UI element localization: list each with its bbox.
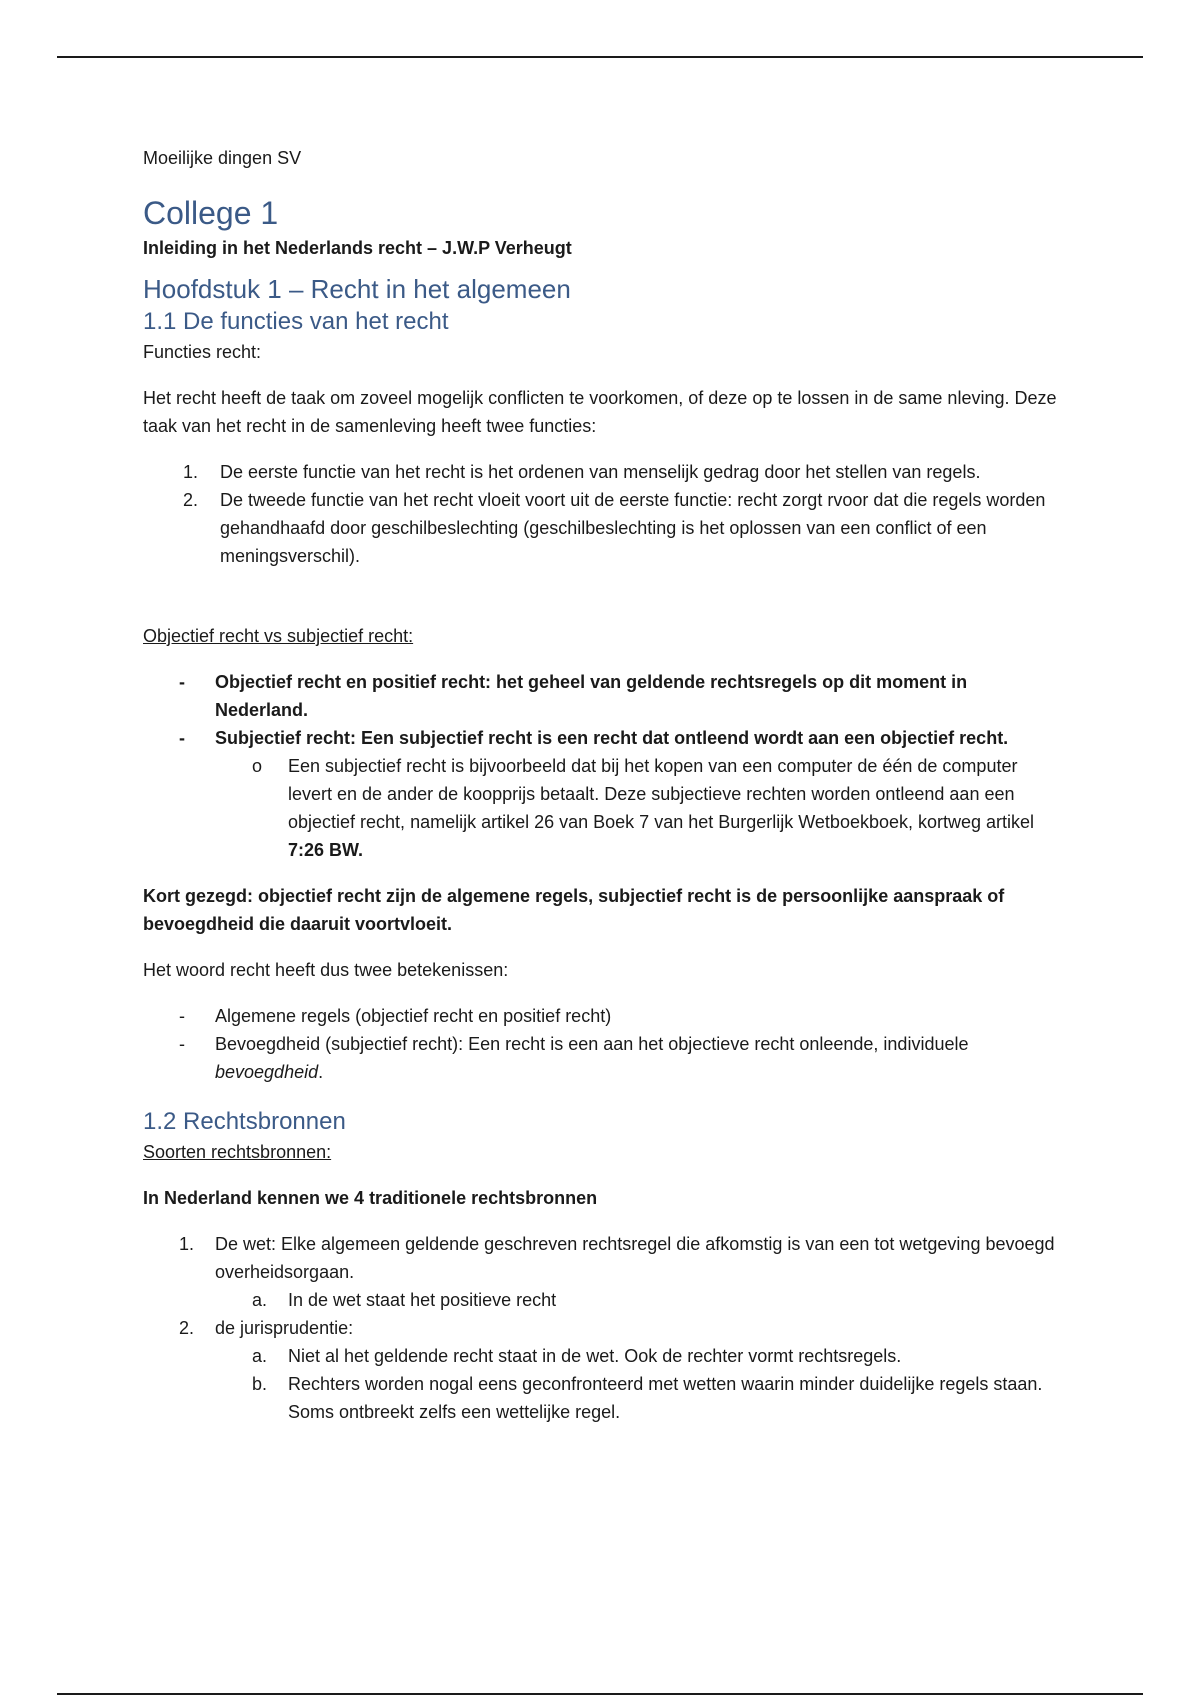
- list-item: - Algemene regels (objectief recht en positief recht): [179, 1006, 612, 1026]
- list-item: 1. De eerste functie van het recht is het ordenen van menselijk gedrag door het stellen van regels.: [183, 462, 981, 482]
- intro-paragraph: Het recht heeft de taak om zoveel mogelijk conflicten te voorkomen, of deze op te lossen in de same nleving. Deze taak van het recht in de samenleving heeft twee functies:: [143, 388, 1057, 436]
- list-item: o Een subjectief recht is bijvoorbeeld dat bij het kopen van een computer de één de computer levert en de ander de koopprijs betaalt. Deze subjectieve rechten worden ontleend aan een objectief recht, namelijk artikel 26 van Boek 7 van het Burgerlijk Wetboekboek, kortweg artikel 7:26 BW.: [252, 756, 1035, 860]
- sources-intro: In Nederland kennen we 4 traditionele rechtsbronnen: [143, 1188, 598, 1208]
- sources-label: Soorten rechtsbronnen:: [143, 1142, 332, 1162]
- list-item: b. Rechters worden nogal eens geconfronteerd met wetten waarin minder duidelijke regels staan. Soms ontbreekt zelfs een wettelijke regel.: [252, 1374, 1043, 1422]
- list-item: 2. De tweede functie van het recht vloeit voort uit de eerste functie: recht zorgt rvoor dat die regels worden gehandhaafd door geschilbeslechting (geschilbeslechting is het oplossen van een conflict of een meningsverschil).: [183, 490, 1046, 566]
- header-rule: [57, 56, 1143, 58]
- functions-label: Functies recht:: [143, 342, 262, 362]
- subtitle: Inleiding in het Nederlands recht – J.W.P Verheugt: [143, 238, 572, 258]
- chapter-heading: Hoofdstuk 1 – Recht in het algemeen: [143, 274, 571, 304]
- page-title: College 1: [143, 195, 279, 231]
- list-item: - Bevoegdheid (subjectief recht): Een recht is een aan het objectieve recht onleende, individuele bevoegdheid.: [179, 1034, 969, 1082]
- list-item: a. In de wet staat het positieve recht: [252, 1290, 557, 1310]
- list-item: - Objectief recht en positief recht: het geheel van geldende rechtsregels op dit moment in Nederland.: [179, 672, 968, 720]
- document-body: [143, 144, 1063, 1426]
- summary-paragraph: Kort gezegd: objectief recht zijn de algemene regels, subjectief recht is de persoonlijke aanspraak of bevoegdheid die daaruit voortvloeit.: [143, 886, 1005, 934]
- top-label: Moeilijke dingen SV: [143, 148, 302, 168]
- objective-subjective-heading: Objectief recht vs subjectief recht:: [143, 626, 414, 646]
- list-item: a. Niet al het geldende recht staat in de wet. Ook de rechter vormt rechtsregels.: [252, 1346, 902, 1366]
- section-heading-1-1: 1.1 De functies van het recht: [143, 308, 449, 335]
- list-item: 2. de jurisprudentie:: [179, 1318, 354, 1338]
- meaning-intro: Het woord recht heeft dus twee betekenissen:: [143, 960, 509, 980]
- list-item: 1. De wet: Elke algemeen geldende geschreven rechtsregel die afkomstig is van een tot wetgeving bevoegd overheidsorgaan.: [179, 1234, 1055, 1282]
- section-heading-1-2: 1.2 Rechtsbronnen: [143, 1108, 346, 1135]
- footer-rule: [57, 1693, 1143, 1695]
- list-item: - Subjectief recht: Een subjectief recht is een recht dat ontleend wordt aan een objectief recht.: [179, 728, 1009, 748]
